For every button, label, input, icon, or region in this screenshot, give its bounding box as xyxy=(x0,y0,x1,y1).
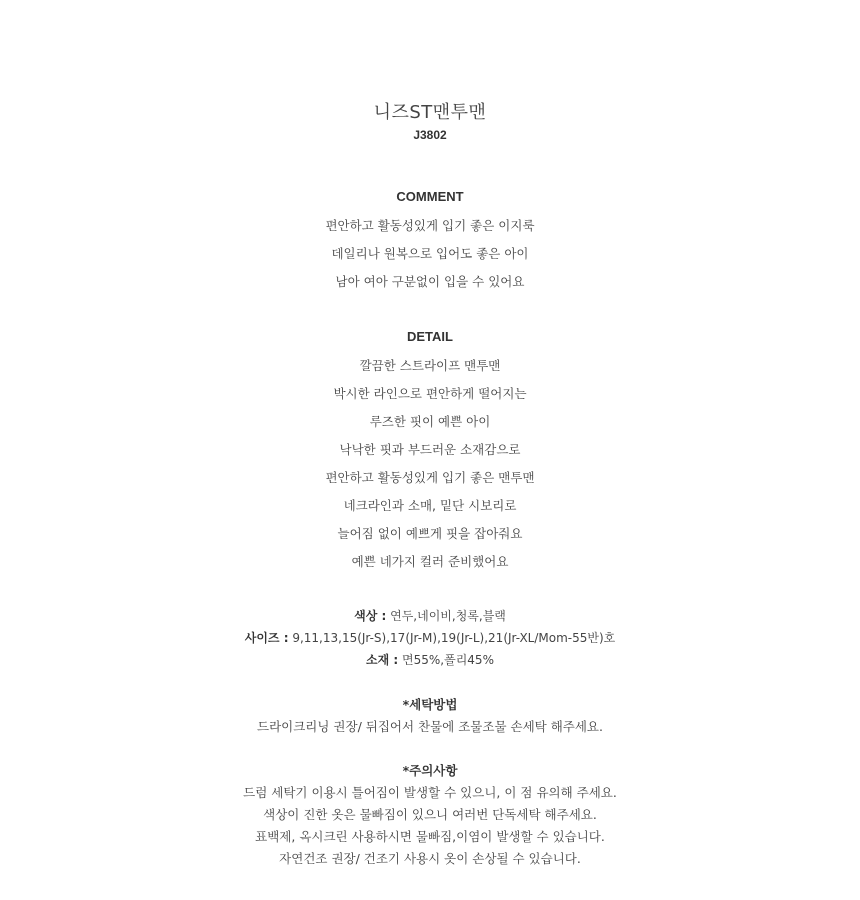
caution-line: 색상이 진한 옷은 물빠짐이 있으니 여러번 단독세탁 해주세요. xyxy=(263,807,597,822)
spec-material-label: 소재 : xyxy=(366,653,399,667)
detail-line: 깔끔한 스트라이프 맨투맨 xyxy=(359,358,501,373)
caution-line: 자연건조 권장/ 건조기 사용시 옷이 손상될 수 있습니다. xyxy=(279,851,581,866)
detail-line: 네크라인과 소매, 밑단 시보리로 xyxy=(343,498,517,513)
comment-line: 편안하고 활동성있게 입기 좋은 이지룩 xyxy=(325,218,535,233)
detail-line: 박시한 라인으로 편안하게 떨어지는 xyxy=(333,386,527,401)
detail-heading: DETAIL xyxy=(407,329,453,344)
caution-line: 표백제, 옥시크린 사용하시면 물빠짐,이염이 발생할 수 있습니다. xyxy=(255,829,605,844)
spec-color-row xyxy=(0,607,860,624)
spec-material-row xyxy=(0,651,860,668)
spec-material-value: 면55%,폴리45% xyxy=(402,653,494,667)
detail-line: 낙낙한 핏과 부드러운 소재감으로 xyxy=(339,442,521,457)
spec-color-label: 색상 : xyxy=(354,609,387,623)
washing-line: 드라이크리닝 권장/ 뒤집어서 찬물에 조물조물 손세탁 해주세요. xyxy=(257,719,603,734)
product-title: 니즈ST맨투맨 xyxy=(373,102,487,123)
comment-line: 남아 여아 구분없이 입을 수 있어요 xyxy=(335,274,525,289)
caution-heading: *주의사항 xyxy=(402,763,458,778)
detail-line: 편안하고 활동성있게 입기 좋은 맨투맨 xyxy=(325,470,535,485)
washing-heading: *세탁방법 xyxy=(402,697,458,712)
caution-line: 드럼 세탁기 이용시 틀어짐이 발생할 수 있으니, 이 점 유의해 주세요. xyxy=(243,785,617,800)
detail-line: 루즈한 핏이 예쁜 아이 xyxy=(369,414,491,429)
comment-heading: COMMENT xyxy=(396,189,464,204)
spec-color-value: 연두,네이비,청록,블랙 xyxy=(390,609,506,623)
spec-size-label: 사이즈 : xyxy=(244,631,289,645)
comment-line: 데일리나 원복으로 입어도 좋은 아이 xyxy=(331,246,529,261)
detail-line: 예쁜 네가지 컬러 준비했어요 xyxy=(351,554,509,569)
detail-line: 늘어짐 없이 예쁘게 핏을 잡아줘요 xyxy=(337,526,523,541)
product-code: J3802 xyxy=(413,128,447,142)
spec-size-value: 9,11,13,15(Jr-S),17(Jr-M),19(Jr-L),21(Jr-XL/Mom-55반)호 xyxy=(292,631,616,645)
spec-size-row xyxy=(0,629,860,646)
